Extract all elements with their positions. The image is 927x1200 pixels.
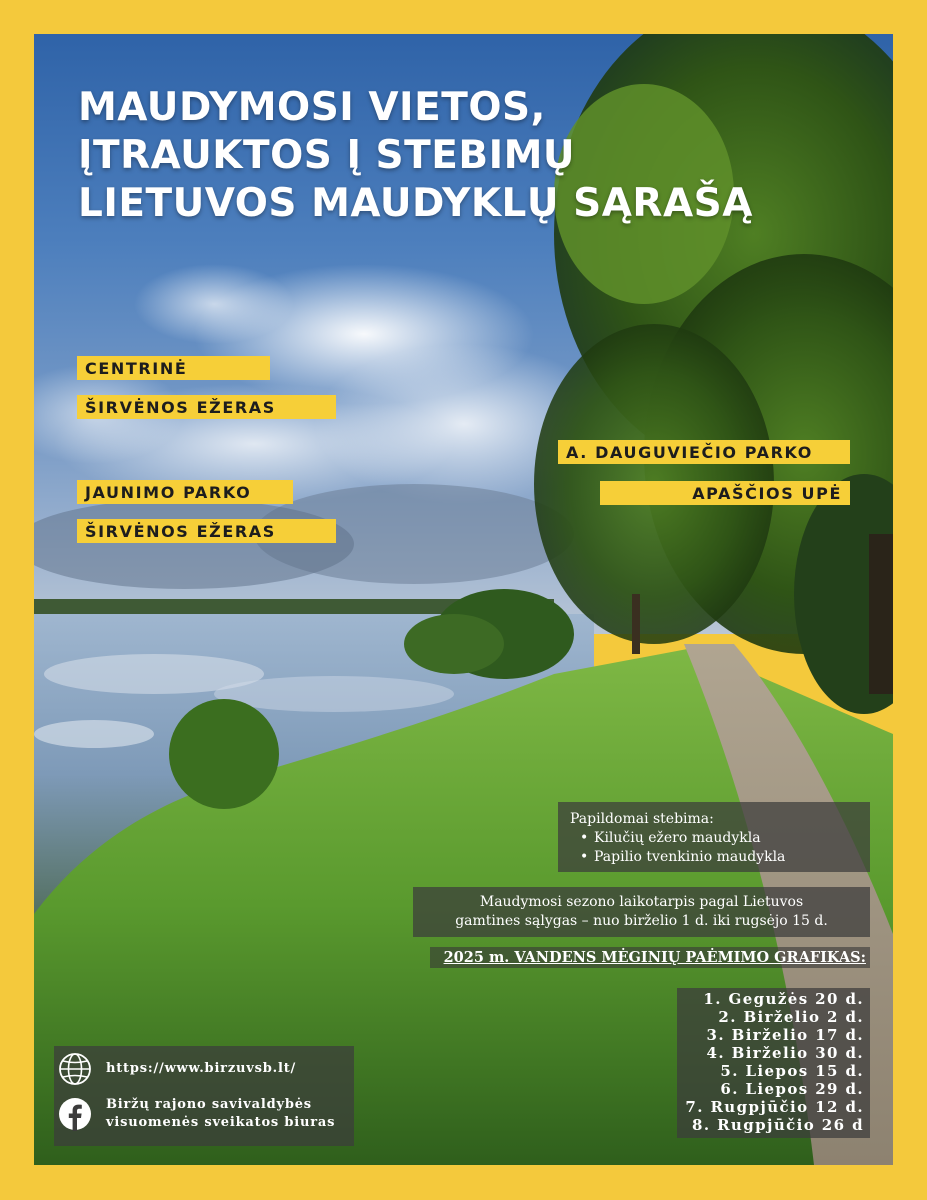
schedule-title: 2025 m. VANDENS MĖGINIŲ PAĖMIMO GRAFIKAS:: [430, 947, 870, 968]
schedule-date: 4. Birželio 30 d.: [706, 1044, 864, 1062]
location-jaunimo-label: JAUNIMO PARKO: [77, 480, 293, 504]
location-dauguvieio-river-label: APAŠČIOS UPĖ: [600, 481, 850, 505]
facebook-line-2: visuomenės sveikatos biuras: [106, 1115, 336, 1130]
schedule-date: 6. Liepos 29 d.: [720, 1080, 864, 1098]
season-info-panel: [413, 887, 870, 937]
facebook-line-1: Biržų rajono savivaldybės: [106, 1097, 312, 1112]
season-line-2: gamtines sąlygas – nuo birželio 1 d. iki rugsėjo 15 d.: [455, 913, 828, 929]
extra-monitoring-heading: Papildomai stebima:: [570, 811, 714, 827]
title-line-1: MAUDYMOSI VIETOS,: [78, 85, 546, 130]
facebook-icon: [58, 1097, 92, 1131]
season-line-1: Maudymosi sezono laikotarpis pagal Lietuvos: [479, 894, 804, 910]
list-item: • Kilučių ežero maudykla: [594, 829, 858, 848]
title-line-3: LIETUVOS MAUDYKLŲ SĄRAŠĄ: [78, 181, 753, 226]
schedule-date: 7. Rugpjūčio 12 d.: [685, 1098, 864, 1116]
globe-icon: [58, 1052, 92, 1086]
contact-panel: [54, 1046, 354, 1146]
schedule-date: 8. Rugpjūčio 26 d: [691, 1116, 864, 1134]
location-centrine-label: CENTRINĖ: [77, 356, 270, 380]
schedule-date: 2. Birželio 2 d.: [718, 1008, 864, 1026]
schedule-date: 5. Liepos 15 d.: [720, 1062, 864, 1080]
extra-monitoring-list: [570, 829, 858, 867]
list-item: • Papilio tvenkinio maudykla: [594, 848, 858, 867]
schedule-dates-panel: [677, 988, 870, 1138]
location-jaunimo-lake-label: ŠIRVĖNOS EŽERAS: [77, 519, 336, 543]
website-link[interactable]: [58, 1052, 296, 1086]
schedule-date: 3. Birželio 17 d.: [706, 1026, 864, 1044]
facebook-page-name[interactable]: [106, 1096, 335, 1132]
extra-monitoring-panel: [558, 802, 870, 872]
poster: [34, 34, 893, 1165]
location-centrine-lake-label: ŠIRVĖNOS EŽERAS: [77, 395, 336, 419]
location-dauguvieio-label: A. DAUGUVIEČIO PARKO: [558, 440, 850, 464]
title-line-2: ĮTRAUKTOS Į STEBIMŲ: [78, 133, 576, 178]
schedule-date: 1. Gegužės 20 d.: [703, 990, 864, 1008]
facebook-link[interactable]: [58, 1096, 335, 1132]
page-title: [78, 84, 753, 228]
website-url[interactable]: https://www.birzuvsb.lt/: [106, 1061, 297, 1076]
